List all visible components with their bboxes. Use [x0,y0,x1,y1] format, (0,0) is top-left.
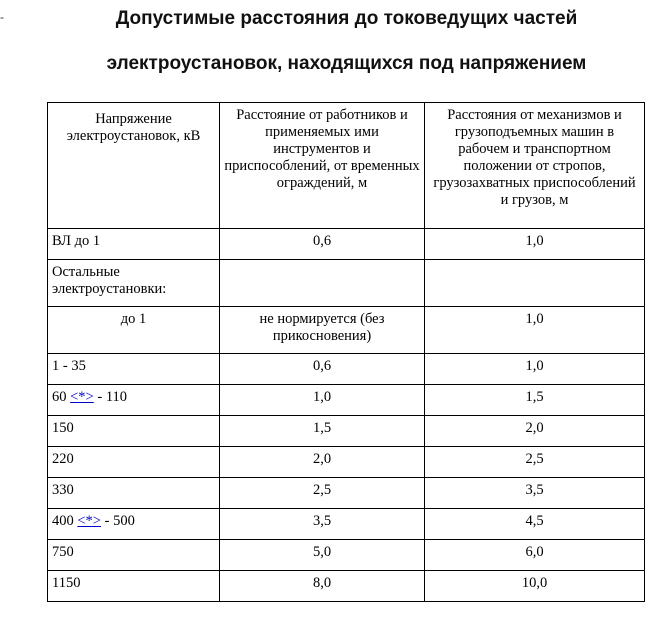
cell-machines: 1,5 [425,385,645,416]
cell-workers [220,260,425,307]
cell-voltage: до 1 [48,307,220,354]
cell-workers: 0,6 [220,229,425,260]
cell-workers: 2,0 [220,447,425,478]
table-row [48,307,645,354]
table-row [48,447,645,478]
cell-voltage: ВЛ до 1 [48,229,220,260]
cell-machines [425,260,645,307]
cell-workers: 3,5 [220,509,425,540]
table-row [48,478,645,509]
cell-voltage [48,509,220,540]
table-row [48,229,645,260]
cell-workers: 1,0 [220,385,425,416]
cell-machines: 3,5 [425,478,645,509]
table-row [48,509,645,540]
footnote-link[interactable]: <*> [77,513,101,529]
voltage-suffix: - 500 [100,513,135,529]
cell-machines: 1,0 [425,307,645,354]
page-title-line-1: Допустимые расстояния до токоведущих частей [115,8,578,29]
cell-voltage [48,385,220,416]
cell-workers: 8,0 [220,571,425,602]
table-row [48,354,645,385]
table-row [48,416,645,447]
cell-machines: 2,0 [425,416,645,447]
cell-voltage: 220 [48,447,220,478]
table-row [48,571,645,602]
voltage-prefix: 400 [52,513,78,529]
table-header-row [48,103,645,229]
cell-machines: 4,5 [425,509,645,540]
cell-voltage: Остальные электроустановки: [48,260,220,307]
cell-workers: 5,0 [220,540,425,571]
cell-machines: 1,0 [425,229,645,260]
table-row [48,260,645,307]
header-workers-distance: Расстояние от работников и применяемых ими инструментов и приспособлений, от временных ограждений, м [220,103,425,229]
cell-machines: 1,0 [425,354,645,385]
header-voltage: Напряжение электроустановок, кВ [48,103,220,229]
voltage-prefix: 60 [52,389,71,405]
distance-table [47,102,645,602]
cell-machines: 6,0 [425,540,645,571]
cell-voltage: 750 [48,540,220,571]
cell-workers: 2,5 [220,478,425,509]
table-row [48,385,645,416]
cell-machines: 10,0 [425,571,645,602]
cell-workers: 0,6 [220,354,425,385]
cell-voltage: 150 [48,416,220,447]
cell-machines: 2,5 [425,447,645,478]
page-title-line-2: электроустановок, находящихся под напряжением [106,53,587,74]
cell-voltage: 1 - 35 [48,354,220,385]
bullet-marker: - [0,10,4,24]
voltage-suffix: - 110 [93,389,128,405]
cell-voltage: 1150 [48,571,220,602]
table-row [48,540,645,571]
header-machines-distance: Расстояния от механизмов и грузоподъемных машин в рабочем и транспортном положении от стропов, грузозахватных приспособлений и грузов, м [425,103,645,229]
cell-workers: не нормируется (без прикосновения) [220,307,425,354]
cell-workers: 1,5 [220,416,425,447]
footnote-link[interactable]: <*> [70,389,94,405]
cell-voltage: 330 [48,478,220,509]
